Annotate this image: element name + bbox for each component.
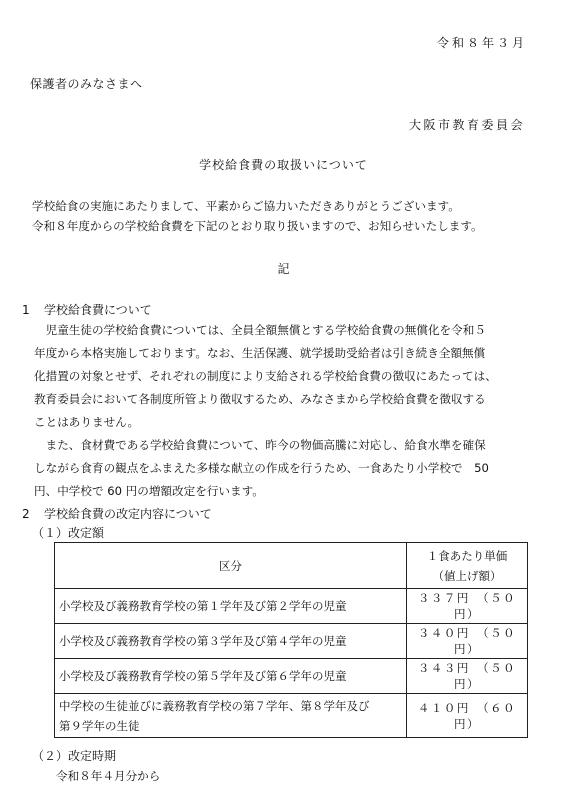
row-category: 小学校及び義務教育学校の第３学年及び第４学年の児童 bbox=[55, 624, 407, 659]
section-1-line: ことはありません。 bbox=[34, 415, 140, 429]
table-row bbox=[55, 624, 528, 659]
row-price: ３３７円 （５０円） bbox=[407, 589, 528, 624]
section-1-heading bbox=[22, 301, 152, 318]
document-title: 学校給食費の取扱いについて bbox=[199, 158, 368, 172]
section-2-title: 学校給食費の改定内容について bbox=[44, 507, 212, 521]
header-price-line-2: （値上げ額） bbox=[432, 568, 502, 583]
row-category-line-2: 第９学年の生徒 bbox=[59, 718, 140, 733]
subsection-revision-period: （２）改定時期 bbox=[32, 749, 117, 763]
section-1-title: 学校給食費について bbox=[44, 303, 152, 317]
table-row bbox=[55, 589, 528, 624]
ki-heading: 記 bbox=[277, 262, 290, 276]
row-category bbox=[55, 694, 407, 738]
row-category: 小学校及び義務教育学校の第５学年及び第６学年の児童 bbox=[55, 659, 407, 694]
addressee: 保護者のみなさまへ bbox=[30, 77, 143, 91]
section-2-number: 2 bbox=[22, 507, 30, 521]
greeting-line-1: 学校給食の実施にあたりまして、平素からご協力いただきありがとうございます。 bbox=[32, 199, 460, 213]
fee-table bbox=[54, 542, 528, 738]
table-header-row bbox=[55, 543, 528, 589]
section-1-line: 円、中学校で 60 円の増額改定を行います。 bbox=[34, 484, 264, 498]
section-1-line: しながら食育の観点をふまえた多様な献立の作成を行うため、一食あたり小学校で 50 bbox=[34, 461, 489, 475]
section-1-line: 児童生徒の学校給食費については、全員全額無償とする学校給食費の無償化を令和５ bbox=[34, 323, 486, 337]
row-category: 小学校及び義務教育学校の第１学年及び第２学年の児童 bbox=[55, 589, 407, 624]
row-price: ４１０円 （６０円） bbox=[407, 694, 528, 738]
subsection-revised-amount: （１）改定額 bbox=[32, 526, 105, 540]
section-2-heading bbox=[22, 505, 212, 522]
revision-period-text: 令和８年４月分から bbox=[56, 769, 161, 783]
header-price bbox=[407, 543, 528, 589]
header-category: 区分 bbox=[55, 543, 407, 589]
greeting-line-2: 令和８年度からの学校給食費を下記のとおり取り扱いますので、お知らせいたします。 bbox=[32, 219, 483, 233]
document-date: 令和８年３月 bbox=[436, 36, 527, 50]
section-1-number: 1 bbox=[22, 303, 30, 317]
section-1-line: また、食材費である学校給食費について、昨今の物価高騰に対応し、給食水準を確保 bbox=[34, 438, 486, 452]
table-row bbox=[55, 694, 528, 738]
header-price-line-1: １食あたり単価 bbox=[426, 548, 508, 563]
row-price: ３４０円 （５０円） bbox=[407, 624, 528, 659]
section-1-line: 教育委員会において各制度所管より徴収するため、みなさまから学校給食費を徴収する bbox=[34, 392, 486, 406]
table-row bbox=[55, 659, 528, 694]
section-1-line: 化措置の対象とせず、それぞれの制度により支給される学校給食費の徴収にあたっては、 bbox=[34, 369, 497, 383]
row-price: ３４３円 （５０円） bbox=[407, 659, 528, 694]
sender: 大阪市教育委員会 bbox=[408, 118, 525, 132]
section-1-line: 年度から本格実施しております。なお、生活保護、就学援助受給者は引き続き全額無償 bbox=[34, 346, 486, 360]
row-category-line-1: 中学校の生徒並びに義務教育学校の第７学年、第８学年及び bbox=[59, 698, 370, 713]
